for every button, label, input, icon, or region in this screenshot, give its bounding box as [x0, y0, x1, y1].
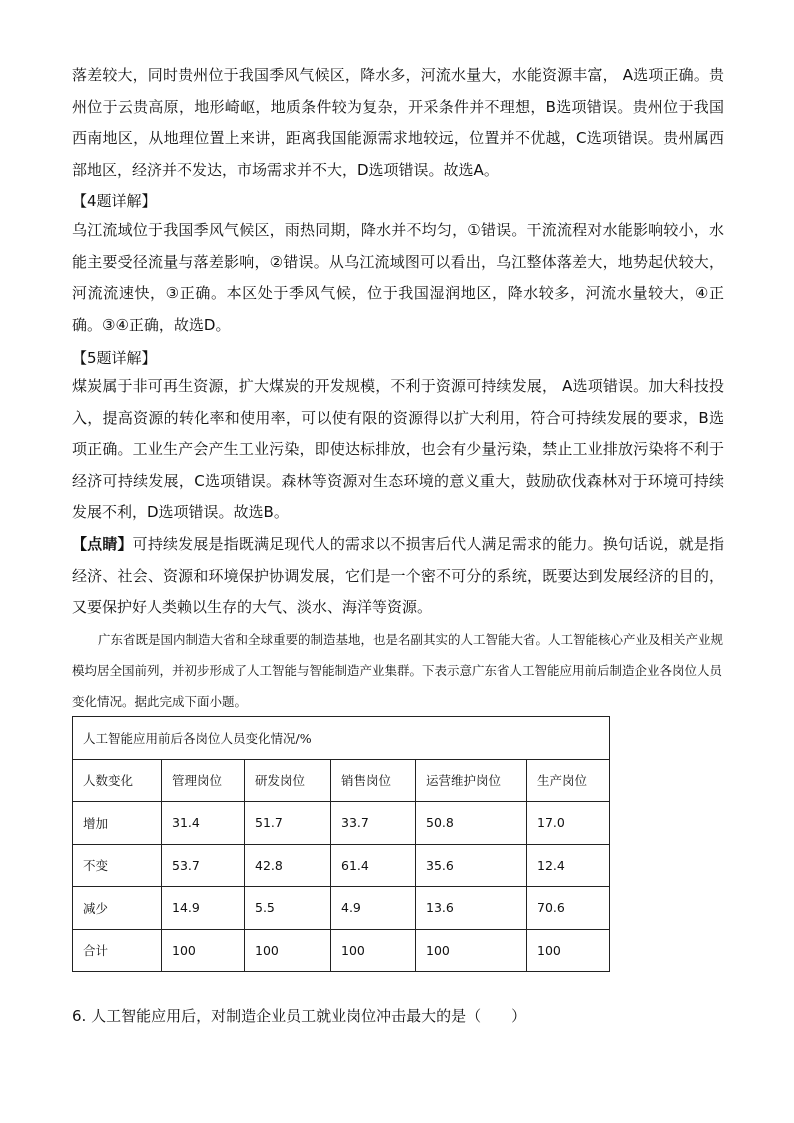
table-row	[73, 929, 610, 972]
table-cell: 100	[331, 929, 416, 972]
table-cell: 50.8	[416, 802, 527, 845]
table-cell: 61.4	[331, 844, 416, 887]
dianjing-label: 【点睛】	[72, 535, 133, 553]
table-cell: 70.6	[527, 887, 610, 930]
table-cell: 100	[162, 929, 245, 972]
table-cell: 42.8	[245, 844, 331, 887]
row-label: 不变	[73, 844, 162, 887]
row-label: 减少	[73, 887, 162, 930]
table-header-cell: 生产岗位	[527, 759, 610, 802]
table-cell: 35.6	[416, 844, 527, 887]
table-cell: 31.4	[162, 802, 245, 845]
q5-heading: 【5题详解】	[72, 349, 157, 367]
table-cell: 33.7	[331, 802, 416, 845]
dianjing-paragraph	[72, 529, 724, 624]
table-header-cell: 管理岗位	[162, 759, 245, 802]
q4-explanation: 乌江流域位于我国季风气候区，雨热同期，降水并不均匀，①错误。干流流程对水能影响较小，水能主要受径流量与落差影响，②错误。从乌江流域图可以看出，乌江整体落差大，地势起伏较大，河流流速快，③正确。本区处于季风气候，位于我国湿润地区，降水较多，河流水量较大，④正确。③④正确，故选D。	[72, 221, 724, 334]
table-header-cell: 销售岗位	[331, 759, 416, 802]
question-6-stem: 6. 人工智能应用后，对制造企业员工就业岗位冲击最大的是（ ）	[72, 1007, 527, 1025]
table-cell: 100	[527, 929, 610, 972]
table-cell: 100	[245, 929, 331, 972]
table-title: 人工智能应用前后各岗位人员变化情况/%	[73, 717, 610, 760]
table-header-cell: 人数变化	[73, 759, 162, 802]
table-cell: 51.7	[245, 802, 331, 845]
dianjing-text: 可持续发展是指既满足现代人的需求以不损害后代人满足需求的能力。换句话说，就是指经济、社会、资源和环境保护协调发展，它们是一个密不可分的系统，既要达到发展经济的目的，又要保护好人类赖以生存的大气、淡水、海洋等资源。	[72, 535, 724, 616]
table-cell: 12.4	[527, 844, 610, 887]
table-cell: 4.9	[331, 887, 416, 930]
q4-heading: 【4题详解】	[72, 192, 157, 210]
table-cell: 13.6	[416, 887, 527, 930]
table-header-cell: 研发岗位	[245, 759, 331, 802]
answer-3-continuation: 落差较大，同时贵州位于我国季风气候区，降水多，河流水量大，水能资源丰富， A选项正确。贵州位于云贵高原，地形崎岖，地质条件较为复杂，开采条件并不理想，B选项错误。贵州位于我国西南地区，从地理位置上来讲，距离我国能源需求地较远，位置并不优越，C选项错误。贵州属西部地区，经济并不发达，市场需求并不大，D选项错误。故选A。	[72, 66, 724, 179]
table-title-row	[73, 717, 610, 760]
table-cell: 100	[416, 929, 527, 972]
table-cell: 14.9	[162, 887, 245, 930]
row-label: 增加	[73, 802, 162, 845]
table-row	[73, 844, 610, 887]
table-row	[73, 802, 610, 845]
q5-explanation: 煤炭属于非可再生资源，扩大煤炭的开发规模，不利于资源可持续发展， A选项错误。加大科技投入，提高资源的转化率和使用率，可以使有限的资源得以扩大利用，符合可持续发展的要求，B选项正确。工业生产会产生工业污染，即使达标排放，也会有少量污染，禁止工业排放污染将不利于经济可持续发展，C选项错误。森林等资源对生态环境的意义重大，鼓励砍伐森林对于环境可持续发展不利，D选项错误。故选B。	[72, 377, 724, 521]
material-intro: 广东省既是国内制造大省和全球重要的制造基地，也是名副其实的人工智能大省。人工智能核心产业及相关产业规模均居全国前列，并初步形成了人工智能与智能制造产业集群。下表示意广东省人工智能应用前后制造企业各岗位人员变化情况。据此完成下面小题。	[72, 632, 724, 709]
table-cell: 17.0	[527, 802, 610, 845]
table-row	[73, 887, 610, 930]
table-cell: 5.5	[245, 887, 331, 930]
staff-change-table	[72, 716, 610, 972]
table-cell: 53.7	[162, 844, 245, 887]
table-header-row	[73, 759, 610, 802]
row-label: 合计	[73, 929, 162, 972]
table-header-cell: 运营维护岗位	[416, 759, 527, 802]
